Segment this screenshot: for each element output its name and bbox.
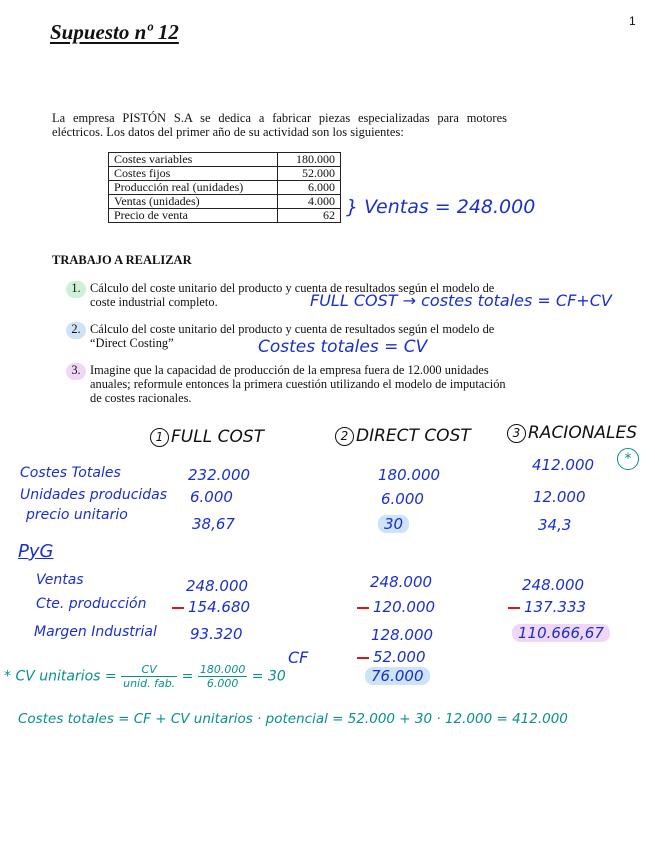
row-label-margen: Margen Industrial bbox=[34, 624, 157, 640]
column-header-full-cost bbox=[150, 427, 264, 447]
intro-paragraph: La empresa PISTÓN S.A se dedica a fabricar piezas especializadas para motores eléctricos. Los datos del primer año de su actividad son los siguientes: bbox=[52, 111, 507, 139]
minus-sign bbox=[357, 657, 369, 659]
table-row bbox=[109, 167, 341, 181]
row-label-ventas: Ventas bbox=[36, 572, 84, 588]
task-text: Cálculo del coste unitario del producto y cuenta de resultados según el modelo de coste industrial completo. bbox=[90, 281, 495, 309]
table-row bbox=[109, 195, 341, 209]
value-ventas-full: 248.000 bbox=[186, 577, 249, 595]
table-row bbox=[109, 153, 341, 167]
directcost-annotation: Costes totales = CV bbox=[258, 337, 428, 357]
value-ct-racional: 412.000 bbox=[532, 456, 595, 474]
value-pu-direct: 30 bbox=[378, 515, 409, 533]
table-cell-label: Producción real (unidades) bbox=[109, 181, 278, 195]
value-text: 154.680 bbox=[188, 598, 251, 616]
minus-sign bbox=[172, 607, 184, 609]
value-text: 120.000 bbox=[373, 598, 436, 616]
value-cf-direct bbox=[357, 648, 426, 666]
row-label-precio: precio unitario bbox=[26, 507, 128, 523]
section-heading: TRABAJO A REALIZAR bbox=[52, 253, 192, 267]
row-label-unidades: Unidades producidas bbox=[20, 487, 168, 503]
column-number: 2 bbox=[335, 427, 354, 446]
table-cell-label: Costes fijos bbox=[109, 167, 278, 181]
cv-unitarios-formula bbox=[4, 663, 286, 690]
table-cell-value: 4.000 bbox=[278, 195, 341, 209]
table-row bbox=[109, 181, 341, 195]
task-text: Imagine que la capacidad de producción de la empresa fuera de 12.000 unidades anuales; reformule entonces la primera cuestión utilizando el modelo de imputación de costes racionales. bbox=[90, 363, 506, 405]
value-margen-direct: 128.000 bbox=[371, 626, 434, 644]
column-label: RACIONALES bbox=[528, 423, 638, 443]
value-result-direct: 76.000 bbox=[365, 667, 430, 685]
value-up-racional: 12.000 bbox=[533, 488, 586, 506]
table-cell-label: Ventas (unidades) bbox=[109, 195, 278, 209]
column-header-racionales bbox=[507, 423, 637, 443]
cf-label: CF bbox=[288, 648, 309, 667]
minus-sign bbox=[357, 607, 369, 609]
fullcost-annotation: FULL COST → costes totales = CF+CV bbox=[310, 291, 612, 310]
fraction bbox=[121, 663, 177, 690]
numerator: 180.000 bbox=[199, 663, 246, 676]
task-number: 1. bbox=[66, 281, 86, 298]
table-cell-label: Costes variables bbox=[109, 153, 278, 167]
formula-result: = 30 bbox=[251, 668, 286, 685]
value-ventas-racional: 248.000 bbox=[522, 576, 585, 594]
value-pu-racional: 34,3 bbox=[538, 516, 572, 534]
denominator: 6.000 bbox=[206, 677, 239, 690]
value-ct-direct: 180.000 bbox=[378, 466, 441, 484]
row-label-costes-totales: Costes Totales bbox=[20, 465, 121, 481]
value-cte-direct bbox=[357, 598, 435, 616]
value-cte-racional bbox=[508, 598, 586, 616]
asterisk-icon: * bbox=[617, 448, 639, 470]
task-number: 2. bbox=[66, 322, 86, 339]
column-number: 1 bbox=[150, 428, 169, 447]
numerator: CV bbox=[121, 663, 177, 677]
value-up-full: 6.000 bbox=[190, 488, 233, 506]
value-margen-racional: 110.666,67 bbox=[512, 624, 610, 642]
page-number: 1 bbox=[629, 14, 636, 28]
costes-totales-formula: Costes totales = CF + CV unitarios · potencial = 52.000 + 30 · 12.000 = 412.000 bbox=[18, 711, 568, 727]
table-cell-value: 180.000 bbox=[278, 153, 341, 167]
table-cell-value: 62 bbox=[278, 209, 341, 223]
column-label: FULL COST bbox=[171, 427, 264, 447]
denominator: unid. fab. bbox=[123, 677, 176, 690]
value-margen-full: 93.320 bbox=[190, 625, 243, 643]
value-ct-full: 232.000 bbox=[188, 466, 251, 484]
task-number: 3. bbox=[66, 363, 86, 380]
value-text: 52.000 bbox=[373, 648, 426, 666]
value-up-direct: 6.000 bbox=[381, 490, 424, 508]
ventas-annotation: } Ventas = 248.000 bbox=[346, 196, 536, 218]
data-table bbox=[108, 152, 341, 223]
fraction bbox=[198, 663, 248, 690]
value-pu-full: 38,67 bbox=[192, 515, 235, 533]
task-item-3 bbox=[66, 363, 511, 407]
table-cell-value: 6.000 bbox=[278, 181, 341, 195]
column-number: 3 bbox=[507, 424, 526, 443]
page-title: Supuesto nº 12 bbox=[50, 20, 179, 44]
table-cell-label: Precio de venta bbox=[109, 209, 278, 223]
column-header-direct-cost bbox=[335, 426, 471, 446]
value-cte-full bbox=[172, 598, 250, 616]
pyg-label: PyG bbox=[18, 541, 54, 562]
minus-sign bbox=[508, 607, 520, 609]
table-row bbox=[109, 209, 341, 223]
value-ventas-direct: 248.000 bbox=[370, 573, 433, 591]
formula-lead: * CV unitarios = bbox=[4, 668, 117, 685]
equals-sign: = bbox=[181, 668, 194, 685]
task-text: Cálculo del coste unitario del producto y cuenta de resultados según el modelo de “Direct Costing” bbox=[90, 322, 495, 350]
row-label-cte-produccion: Cte. producción bbox=[36, 596, 147, 612]
value-text: 137.333 bbox=[524, 598, 587, 616]
column-label: DIRECT COST bbox=[356, 426, 471, 446]
table-cell-value: 52.000 bbox=[278, 167, 341, 181]
